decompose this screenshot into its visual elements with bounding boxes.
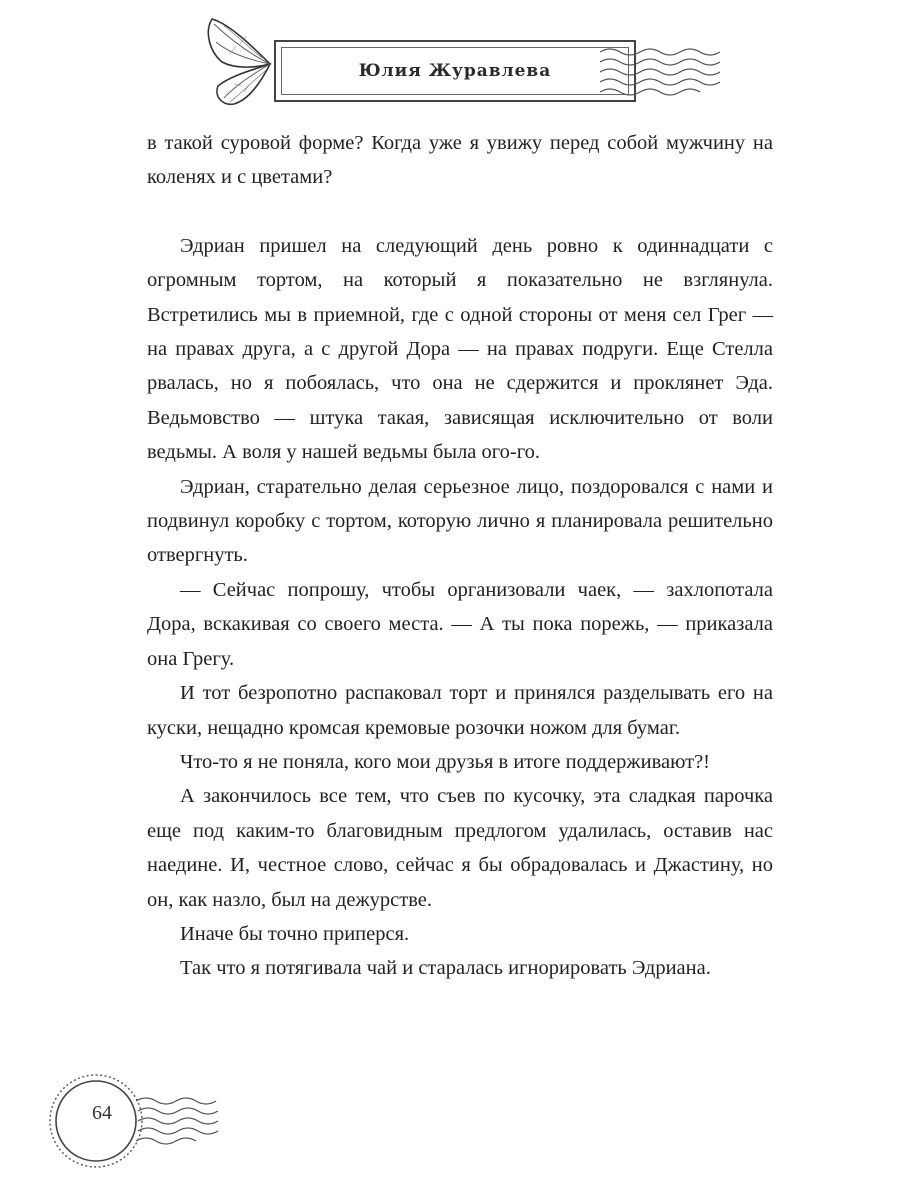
postmark-stamp-icon bbox=[40, 1065, 240, 1185]
page-header bbox=[0, 0, 900, 130]
paragraph: Иначе бы точно приперся. bbox=[180, 922, 410, 945]
paragraph: — Сейчас попрошу, чтобы организовали чаек, — захлопотала Дора, вскакивая со своего места. — А ты пока порежь, — приказала она Грегу. bbox=[147, 578, 773, 670]
paragraph: А закончилось все тем, что съев по кусочку, эта сладкая парочка еще под каким-то благовидным предлогом удалилась, оставив нас наедине. И, честное слово, сейчас я бы обрадовалась и Джастину, но он, как назло, был на дежурстве. bbox=[147, 785, 773, 911]
author-name: Юлия Журавлева bbox=[358, 61, 552, 81]
postmark-wave-lines-icon bbox=[600, 30, 720, 110]
page-number: 64 bbox=[92, 1102, 112, 1124]
paragraph: в такой суровой форме? Когда уже я увижу перед собой мужчину на коленях и с цветами? bbox=[147, 132, 773, 189]
section-break bbox=[147, 195, 773, 229]
paragraph: И тот безропотно распаковал торт и принялся разделывать его на куски, нещадно кромсая кремовые розочки ножом для бумаг. bbox=[147, 682, 773, 739]
paragraph: Эдриан пришел на следующий день ровно к одиннадцати с огромным тортом, на который я показательно не взглянула. Встретились мы в приемной, где с одной стороны от меня сел Грег — на правах друга, а с другой Дора — на правах подруги. Еще Стелла рвалась, но я побоялась, что она не сдержится и проклянет Эда. Ведьмовство — штука такая, зависящая исключительно от воли ведьмы. А воля у нашей ведьмы была ого-го. bbox=[147, 234, 773, 464]
author-frame bbox=[274, 40, 636, 102]
paragraph: Эдриан, старательно делая серьезное лицо, поздоровался с нами и подвинул коробку с тортом, которую лично я планировала решительно отвергнуть. bbox=[147, 475, 773, 567]
butterfly-wing-icon bbox=[200, 14, 280, 110]
page-footer bbox=[40, 1065, 240, 1185]
paragraph: Что-то я не поняла, кого мои друзья в итоге поддерживают?! bbox=[180, 750, 711, 773]
paragraph: Так что я потягивала чай и старалась игнорировать Эдриана. bbox=[180, 957, 711, 980]
chapter-body-text bbox=[147, 126, 773, 986]
